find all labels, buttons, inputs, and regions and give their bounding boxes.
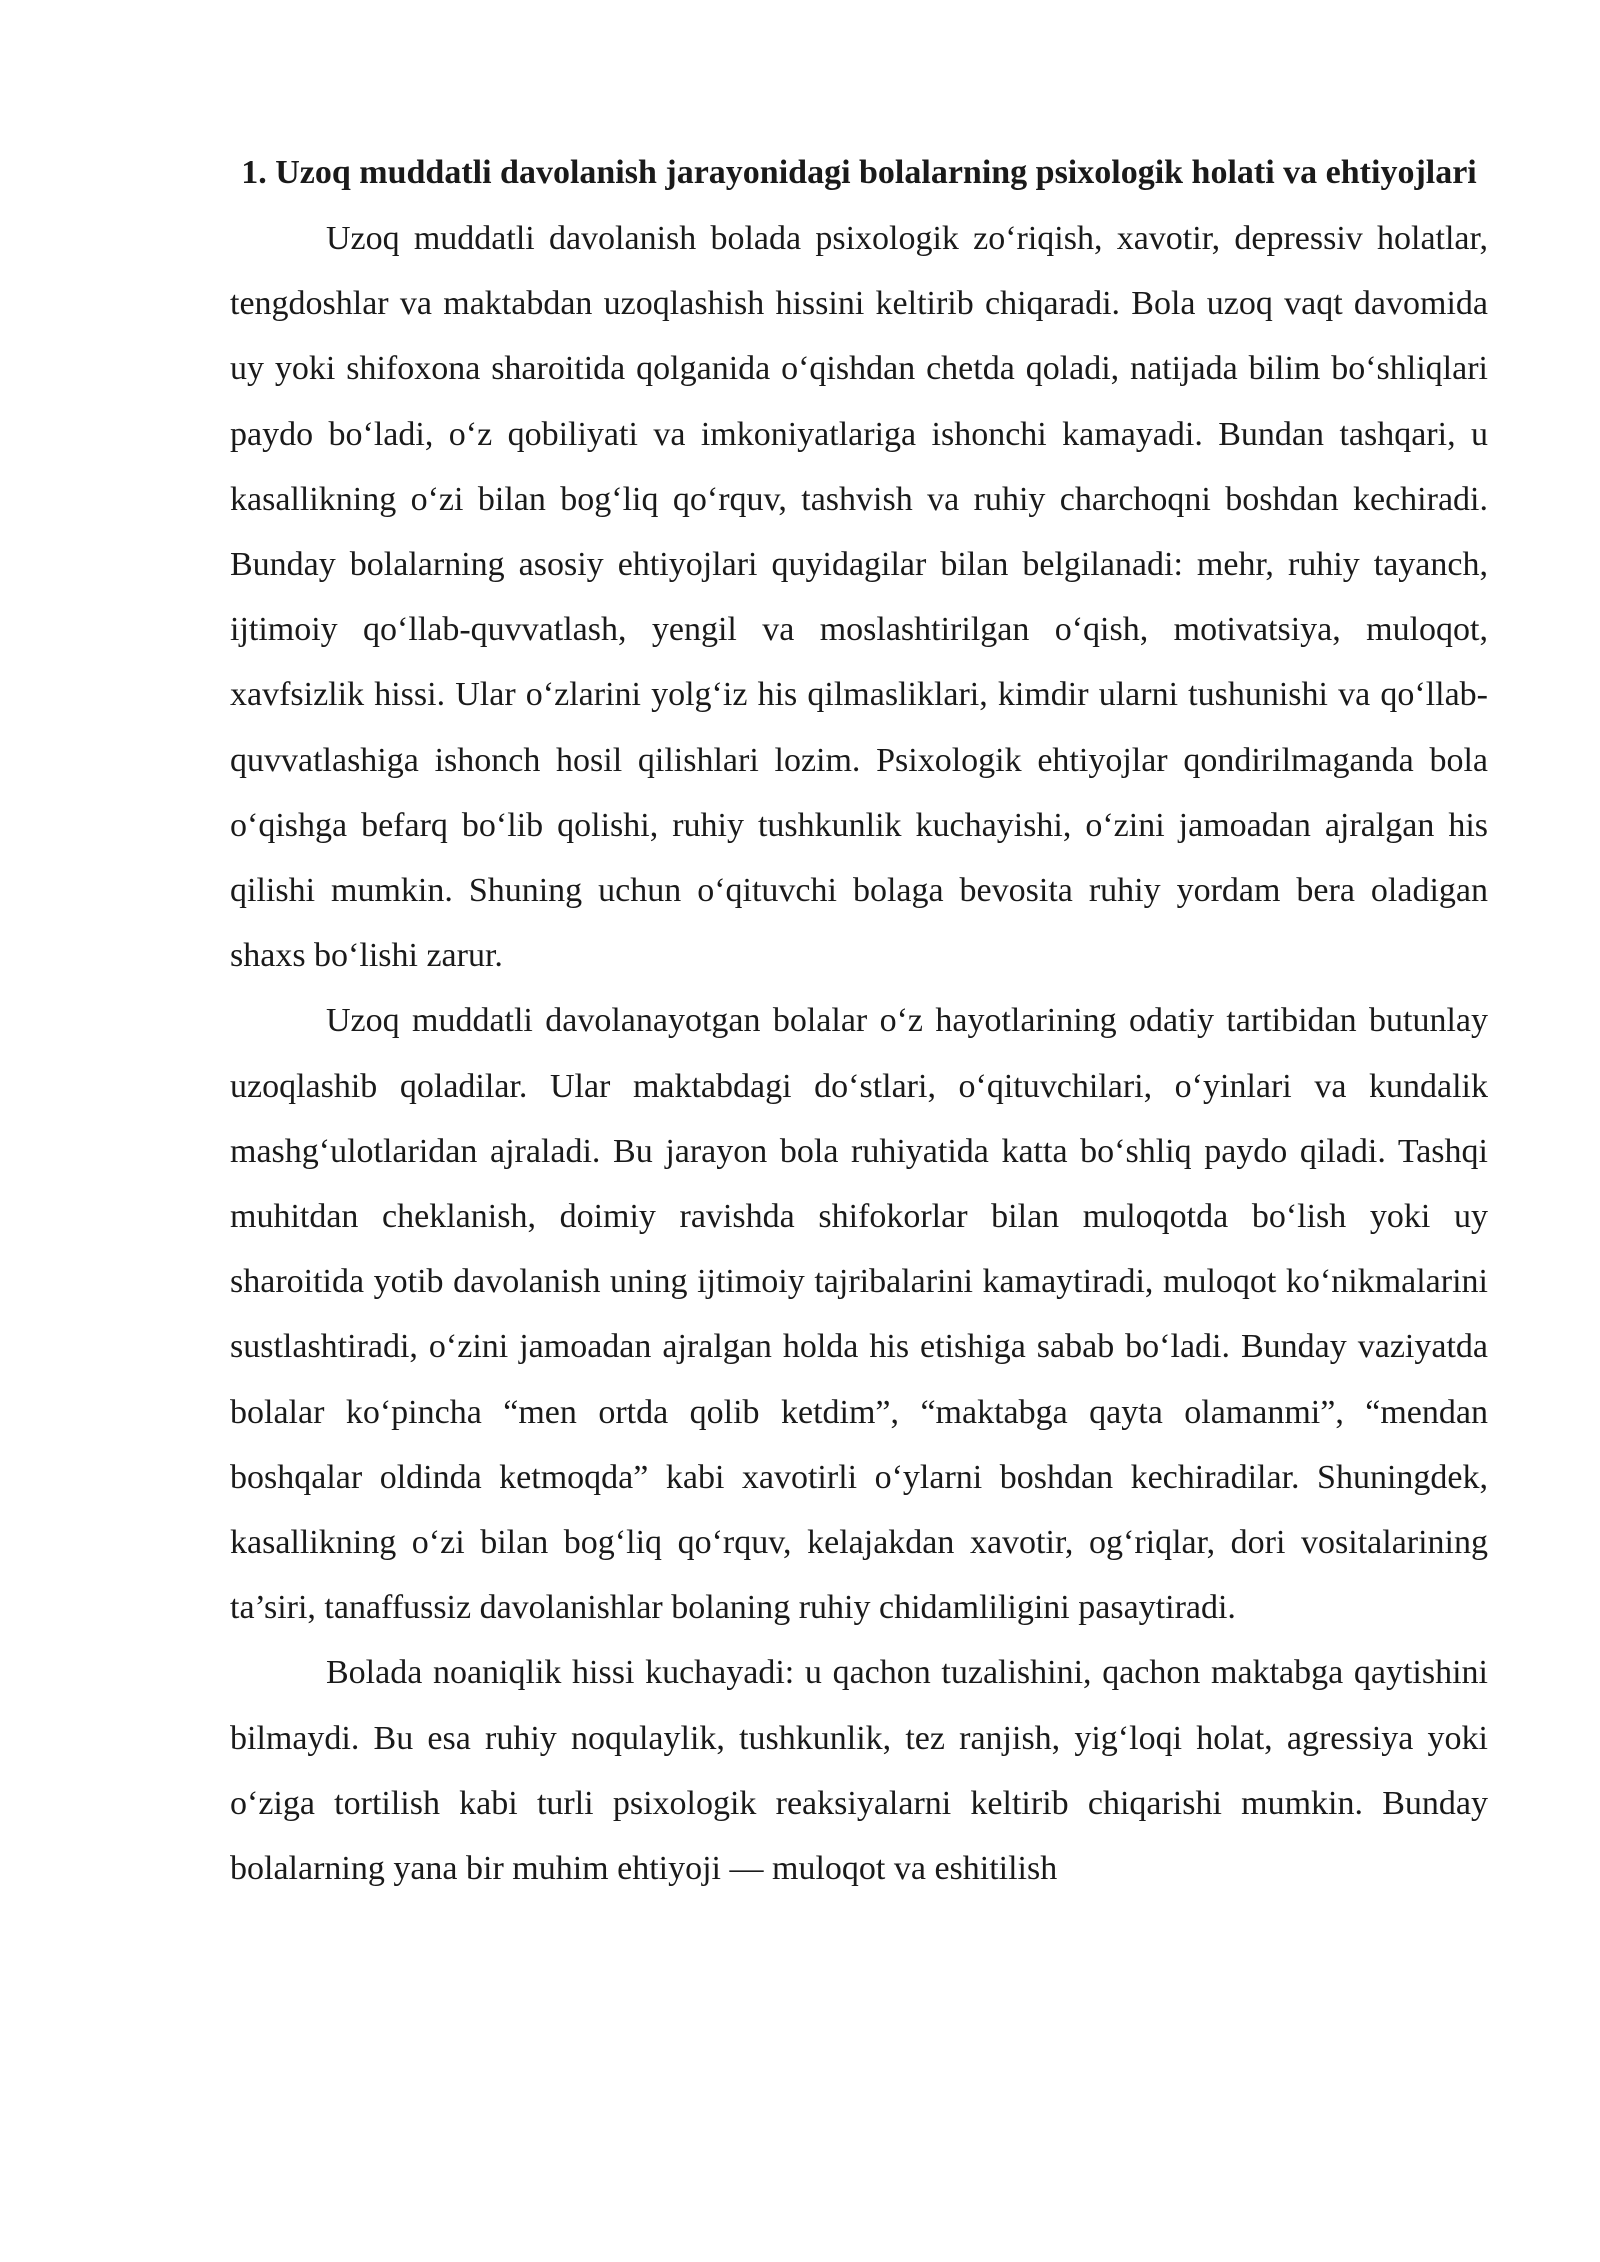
paragraph-2: Uzoq muddatli davolanayotgan bolalar o‘z hayotlarining odatiy tartibidan butunlay uzoqlashib qoladilar. Ular maktabdagi do‘stlari, o‘qituvchilari, o‘yinlari va kundalik mashg‘ulotlaridan ajraladi. Bu jarayon bola ruhiyatida katta bo‘shliq paydo qiladi. Tashqi muhitdan cheklanish, doimiy ravishda shifokorlar bilan muloqotda bo‘lish yoki uy sharoitida yotib davolanish uning ijtimoiy tajribalarini kamaytiradi, muloqot ko‘nikmalarini sustlashtiradi, o‘zini jamoadan ajralgan holda his etishiga sabab bo‘ladi. Bunday vaziyatda bolalar ko‘pincha “men ortda qolib ketdim”, “maktabga qayta olamanmi”, “mendan boshqalar oldinda ketmoqda” kabi xavotirli o‘ylarni boshdan kechiradilar. Shuningdek, kasallikning o‘zi bilan bog‘liq qo‘rquv, kelajakdan xavotir, og‘riqlar, dori vositalarining ta’siri, tanaffussiz davolanishlar bolaning ruhiy chidamliligini pasaytiradi.: [230, 1002, 1488, 1627]
paragraph-3: Bolada noaniqlik hissi kuchayadi: u qachon tuzalishini, qachon maktabga qaytishini bilmaydi. Bu esa ruhiy noqulaylik, tushkunlik, tez ranjish, yig‘loqi holat, agressiya yoki o‘ziga tortilish kabi turli psixologik reaksiyalarni keltirib chiqarishi mumkin. Bunday bolalarning yana bir muhim ehtiyoji — muloqot va eshitilish: [230, 1654, 1488, 1888]
section-heading: 1. Uzoq muddatli davolanish jarayonidagi bolalarning psixologik holati va ehtiyojlari: [241, 154, 1477, 191]
paragraph-1: Uzoq muddatli davolanish bolada psixologik zo‘riqish, xavotir, depressiv holatlar, tengdoshlar va maktabdan uzoqlashish hissini keltirib chiqaradi. Bola uzoq vaqt davomida uy yoki shifoxona sharoitida qolganida o‘qishdan chetda qoladi, natijada bilim bo‘shliqlari paydo bo‘ladi, o‘z qobiliyati va imkoniyatlariga ishonchi kamayadi. Bundan tashqari, u kasallikning o‘zi bilan bog‘liq qo‘rquv, tashvish va ruhiy charchoqni boshdan kechiradi. Bunday bolalarning asosiy ehtiyojlari quyidagilar bilan belgilanadi: mehr, ruhiy tayanch, ijtimoiy qo‘llab-quvvatlash, yengil va moslashtirilgan o‘qish, motivatsiya, muloqot, xavfsizlik hissi. Ular o‘zlarini yolg‘iz his qilmasliklari, kimdir ularni tushunishi va qo‘llab-quvvatlashiga ishonch hosil qilishlari lozim. Psixologik ehtiyojlar qondirilmaganda bola o‘qishga befarq bo‘lib qolishi, ruhiy tushkunlik kuchayishi, o‘zini jamoadan ajralgan his qilishi mumkin. Shuning uchun o‘qituvchi bolaga bevosita ruhiy yordam bera oladigan shaxs bo‘lishi zarur.: [230, 220, 1488, 975]
document-body: [230, 140, 1488, 1901]
